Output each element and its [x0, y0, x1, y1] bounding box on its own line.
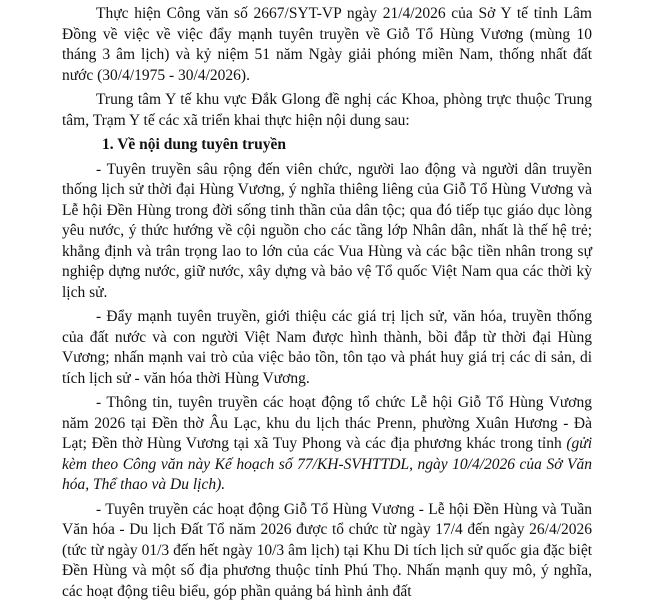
- bullet-paragraph-2: - Đẩy mạnh tuyên truyền, giới thiệu các giá trị lịch sử, văn hóa, truyền thống của đất nước và con người Việt Nam được hình thành, bồi đắp từ thời đại Hùng Vương; nhấn mạnh vai trò của việc bảo tồn, tôn tạo và phát huy giá trị các di sản, di tích lịch sử - văn hóa thời Hùng Vương.: [62, 308, 592, 387]
- bullet-paragraph-1: - Tuyên truyền sâu rộng đến viên chức, người lao động và người dân truyền thống lịch sử thời đại Hùng Vương, ý nghĩa thiêng liêng của Giỗ Tổ Hùng Vương và Lễ hội Đền Hùng trong đời sống tinh thần của dân tộc; qua đó tiếp tục giáo dục lòng yêu nước, ý thức hướng về cội nguồn cho các tầng lớp Nhân dân, nhất là thế hệ trẻ; khẳng định và trân trọng lao to lớn của các Vua Hùng và các bậc tiền nhân trong sự nghiệp dựng nước, giữ nước, xây dựng và bảo vệ Tổ quốc Việt Nam qua các thời kỳ lịch sử.: [62, 160, 592, 301]
- intro-paragraph: Thực hiện Công văn số 2667/SYT-VP ngày 21/4/2026 của Sở Y tế tỉnh Lâm Đồng về việc về việc đẩy mạnh tuyên truyền về Giỗ Tổ Hùng Vương (mùng 10 tháng 3 âm lịch) và kỷ niệm 51 năm Ngày giải phóng miền Nam, thống nhất đất nước (30/4/1975 - 30/4/2026).: [62, 5, 592, 84]
- document-page: [62, 4, 592, 602]
- section-heading: 1. Về nội dung tuyên truyền: [102, 136, 287, 153]
- bullet-3-text: - Thông tin, tuyên truyền các hoạt động tổ chức Lễ hội Giỗ Tổ Hùng Vương năm 2026 tại Đền thờ Âu Lạc, khu du lịch thác Prenn, phường Xuân Hương - Đà Lạt; Đền thờ Hùng Vương tại xã Tuy Phong và các địa phương khác trong tỉnh: [62, 394, 592, 452]
- bullet-3-note: (gửi kèm theo Công văn này Kế hoạch số 77/KH-SVHTTDL, ngày 10/4/2026 của Sở Văn hóa, Thể thao và Du lịch).: [62, 435, 592, 493]
- request-paragraph: Trung tâm Y tế khu vực Đắk Glong đề nghị các Khoa, phòng trực thuộc Trung tâm, Trạm Y tế các xã triển khai thực hiện nội dung sau:: [62, 91, 592, 129]
- bullet-paragraph-3: [62, 393, 592, 496]
- bullet-paragraph-4: - Tuyên truyền các hoạt động Giỗ Tổ Hùng Vương - Lễ hội Đền Hùng và Tuần Văn hóa - Du lịch Đất Tổ năm 2026 được tổ chức từ ngày 17/4 đến ngày 26/4/2026 (tức từ ngày 01/3 đến hết ngày 10/3 âm lịch) tại Khu Di tích lịch sử quốc gia đặc biệt Đền Hùng và một số địa phương thuộc tỉnh Phú Thọ. Nhấn mạnh quy mô, ý nghĩa, các hoạt động tiêu biểu, góp phần quảng bá hình ảnh đất: [62, 500, 592, 600]
